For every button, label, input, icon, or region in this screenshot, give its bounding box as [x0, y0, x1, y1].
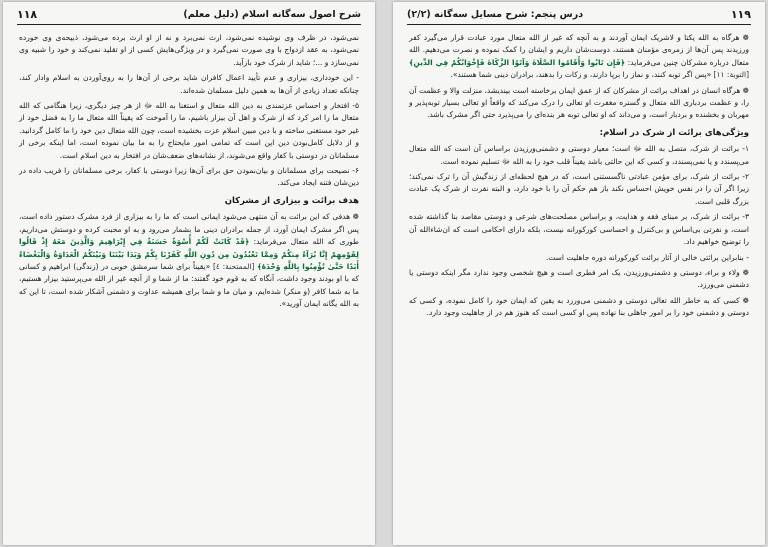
list-item: ❁ ولاء و براء، دوستی و دشمنی‌ورزیدن، یک امر فطری است و هیچ شخصی وجود ندارد مگر اینکه دوستی یا دشمنی می‌ورزد. [409, 267, 749, 290]
page-number: ۱۱۹ [730, 8, 751, 21]
page-body [19, 32, 359, 539]
paragraph [409, 32, 749, 82]
paragraph: - این خودداری، بیزاری و عدم تأیید اعمال کافران شاید برخی از آن‌ها را به روی‌آوردن به اسلام وادار کند، چنانکه تعداد زیادی از آن‌ها به همین دلیل مسلمان شده‌اند. [19, 73, 359, 95]
paragraph: ۶- نصیحت برای مسلمانان و بیان‌نمودن حق برای آن‌ها زیرا دوستی با کفار، برخی مسلمانان را فریب داده در دین‌شان فتنه ایجاد می‌کند. [19, 166, 359, 188]
list-item: ❁ کسی که به خاطر الله تعالی دوستی و دشمنی می‌ورزد به یقین که ایمان خود را کامل نموده، و کسی که دوستی و دشمنی خود را بر امور جاهلی بنا نهاده پس او کسی است که هنوز هم در از جاهلیت وجود دارد. [409, 295, 749, 318]
list-item: - بنابراین برائتی خالی از آثار برائت کورکورانه دوره جاهلیت است. [545, 252, 749, 262]
paragraph [19, 211, 359, 310]
verse-translation: «پس اگر توبه کنند، و نماز را برپا دارند، و زکات را بدهند، برادران دینی شما هستند». [450, 70, 712, 80]
page-number: ۱۱۸ [17, 8, 38, 21]
quran-verse: ﴿فَإِن تَابُوا وَأَقَامُوا الصَّلَاةَ وَآتَوُا الزَّكَاةَ فَإِخْوَانُكُمْ فِي الدِّينِ﴾ [409, 57, 626, 67]
paragraph: نمی‌شود، در ظرف وی نوشیده نمی‌شود، ارث نمی‌برد و نه از او ارث برده می‌شود، ذبیحه‌ی وی خورده نمی‌شود، به عقد ازدواج با وی صورت نمی‌گیرد و در ویژگی‌هایش کسی از او تقلید نمی‌کند و خود را شبیه وی نمی‌سازد و ...؛ شاید از شرک خود بازآید. [19, 33, 359, 67]
list-item: ۲- برائت از شرک، برای مؤمن عبادتی ناگسستنی است، که در هیچ لحظه‌ای از زندگیش آن را ترک نمی‌کند؛ زیرا اگر آن را در نفس خویش احساس نکند باز هم حکم آن را با خود دارد، و البته نفرت از شرک یک عبادت بزرگ قلبی است. [409, 172, 749, 206]
page-header [17, 8, 361, 25]
running-title: شرح اصول سه‌گانه اسلام (دلیل معلم) [183, 9, 361, 20]
list-item: ۱- برائت از شرک، متصل به الله ﷻ است؛ معیار دوستی و دشمنی‌ورزیدن براساس آن است که الله متعال می‌پسندد و یا نمی‌پسندد، و کسی که این حالتی باشد یقیناً قلب خود را به الله ﷻ تسلیم نموده است. [409, 144, 749, 166]
verse-reference: [الممتحنة: ٤] [212, 261, 255, 271]
quran-verse: ﴿قَدْ كَانَتْ لَكُمْ أُسْوَةٌ حَسَنَةٌ فِي إِبْرَاهِيمَ وَالَّذِينَ مَعَهُ إِذْ قَالُوا لِقَوْمِهِمْ إِنَّا بُرَآءُ مِنكُمْ وَمِمَّا تَعْبُدُونَ مِن دُونِ اللَّهِ كَفَرْنَا بِكُمْ وَبَدَا بَيْنَنَا وَبَيْنَكُمُ الْعَدَاوَةُ وَالْبَغْضَاءُ أَبَدًا حَتَّىٰ تُؤْمِنُوا بِاللَّهِ وَحْدَهُ﴾ [19, 237, 359, 271]
page-header [407, 8, 751, 25]
section-heading: ویژگی‌های برائت از شرک در اسلام: [599, 127, 749, 138]
paragraph-text: ❁ هدفی که این برائت به آن منتهی می‌شود ایمانی است که ما را به بیزاری از فرد مشرک دستور داده است، پس اگر مشرک ایمان آورد، از جمله برادران دینی ما بشمار می‌رود و به او محبت کرده و دوستش می‌داریم، طوری که الله متعال می‌فرماید: [19, 212, 359, 247]
verse-reference: [التوبة: ١١] [713, 70, 749, 80]
paragraph: ❁ هرگاه انسان در اهداف برائت از مشرکان که از عمق ایمان برخاسته است بیندیشد، منزلت والا و عظمت آن را، و عظمت بردباری الله متعال و گستره مغفرت او تعالی را درک می‌کند که واقعاً او تعالی بسیار توبه‌پذیر و مهربان و بخشنده و بردبار است، و می‌داند که او تعالی توبه هر بنده‌ای را می‌پذیرد حتی اگر مشرک باشد. [409, 85, 749, 120]
paragraph-text: ❁ هرگاه به الله یکتا و لاشریک ایمان آوردند و به آنچه که غیر از الله متعال مورد عبادت قرار می‌گیرد کفر ورزیدند پس آن‌ها از زمره‌ی مؤمنان هستند، دوست‌شان داریم و ایشان را کمک نموده و نصرت می‌دهیم. الله متعال درباره مشرکان چنین می‌فرماید: [409, 33, 750, 67]
verse-translation: «یقیناً برای شما سرمشق خوبی در (زندگی) ابراهیم و کسانی که با او بودند وجود داشت، آنگاه که به قوم خود گفتند: ما از شما و از آنچه غیر از الله می‌پرستید بیزار هستیم، ما به شما کافر (و منکر) شده‌ایم، و میان ما و شما برای همیشه عداوت و دشمنی آشکار شده است، تا این که به الله یگانه ایمان آورید». [19, 261, 359, 309]
list-item: ۳- برائت از شرک، بر مبنای فقه و هدایت، و براساس مصلحت‌های شرعی و دوستی مقاصد بنا گذاشته شده است، و نفرتی بی‌اساس و بی‌کنترل و احساسی کورکورانه نیست، بلکه دارای احکامی است که ان‌شاءالله آن را توضیح خواهیم داد. [409, 212, 749, 247]
running-title: درس پنجم: شرح مسایل سه‌گانه (۲/۲) [407, 9, 584, 20]
left-page [3, 2, 375, 545]
page-body [409, 32, 749, 539]
paragraph: ۵- افتخار و احساس عزتمندی به دین الله متعال و استغنا به الله ﷻ از هر چیز دیگری، زیرا هنگامی که الله متعال ما را امر کرد که از شرک و اهل آن بیزار باشیم، ما را آموخت که یقیناً الله متعال ما را به فضل خود از غیر خود مستغنی ساخته و با دین مبین اسلام عزت بخشیده است، چون الله متعال دین خود را ما کامل گردانید. و از دلایل کامل‌بودن دین این است که تمامی امور مایحتاج را به ما بیان نموده است، اما اینکه برخی از مسلمانان در دوستی با کفار واقع می‌شوند، از نشانه‌های ضعف‌شان در افتخار به دین اسلام است. [19, 101, 359, 160]
section-heading: هدف برائت و بیزاری از مشرکان [224, 195, 359, 206]
right-page [393, 2, 765, 545]
